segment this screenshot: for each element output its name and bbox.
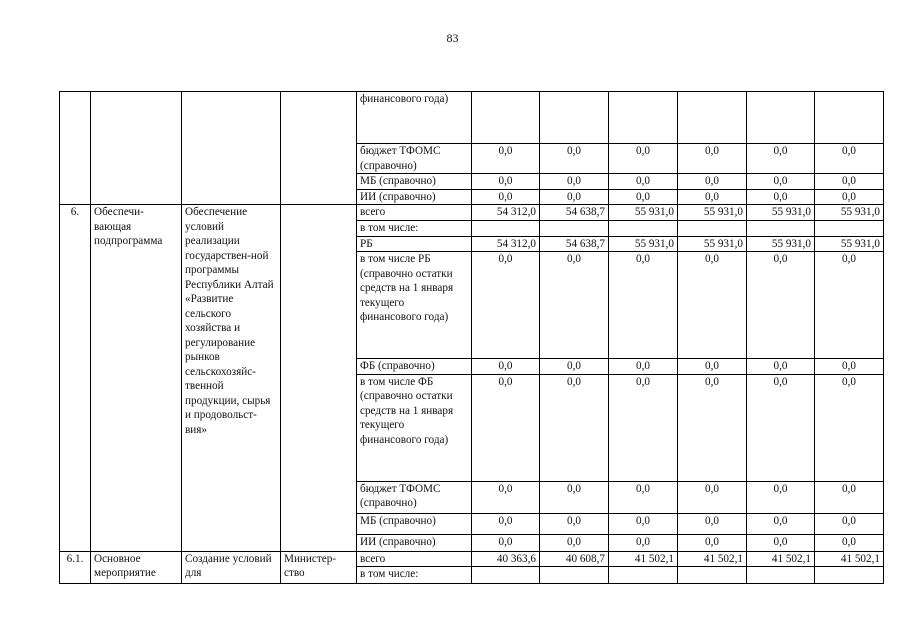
executor-cell: Министер-ство — [281, 551, 357, 584]
value-cell: 40 363,6 — [472, 551, 540, 567]
value-cell: 0,0 — [747, 359, 815, 375]
value-cell: 0,0 — [678, 252, 747, 359]
value-cell: 0,0 — [540, 534, 609, 551]
value-cell — [678, 92, 747, 144]
table-body — [60, 92, 884, 584]
value-cell: 55 931,0 — [747, 236, 815, 252]
source-cell: в том числе РБ (справочно остатки средств на 1 января текущего финансового года) — [357, 252, 472, 359]
value-cell: 0,0 — [472, 252, 540, 359]
value-cell: 0,0 — [540, 359, 609, 375]
value-cell: 0,0 — [472, 144, 540, 174]
source-cell: РБ — [357, 236, 472, 252]
source-cell: МБ (справочно) — [357, 174, 472, 190]
value-cell — [609, 567, 678, 584]
value-cell: 0,0 — [747, 513, 815, 534]
value-cell: 0,0 — [609, 534, 678, 551]
value-cell — [540, 92, 609, 144]
value-cell: 0,0 — [609, 359, 678, 375]
value-cell — [609, 221, 678, 237]
value-cell: 0,0 — [540, 174, 609, 190]
source-cell: всего — [357, 551, 472, 567]
source-cell: бюджет ТФОМС (справочно) — [357, 481, 472, 513]
value-cell: 0,0 — [540, 144, 609, 174]
value-cell: 0,0 — [678, 189, 747, 205]
value-cell: 0,0 — [815, 534, 884, 551]
value-cell: 0,0 — [678, 513, 747, 534]
value-cell — [472, 567, 540, 584]
value-cell: 0,0 — [815, 359, 884, 375]
value-cell: 0,0 — [678, 374, 747, 481]
value-cell: 55 931,0 — [815, 205, 884, 221]
value-cell: 0,0 — [472, 359, 540, 375]
source-cell: бюджет ТФОМС (справочно) — [357, 144, 472, 174]
value-cell: 0,0 — [540, 374, 609, 481]
value-cell — [472, 221, 540, 237]
value-cell: 0,0 — [747, 252, 815, 359]
value-cell: 0,0 — [815, 513, 884, 534]
value-cell: 0,0 — [747, 144, 815, 174]
value-cell — [609, 92, 678, 144]
executor-cell — [281, 205, 357, 552]
value-cell: 0,0 — [747, 174, 815, 190]
value-cell — [747, 92, 815, 144]
value-cell — [540, 567, 609, 584]
value-cell: 0,0 — [747, 374, 815, 481]
value-cell — [678, 221, 747, 237]
value-cell: 0,0 — [815, 189, 884, 205]
value-cell: 0,0 — [609, 481, 678, 513]
value-cell: 0,0 — [609, 144, 678, 174]
value-cell: 0,0 — [678, 174, 747, 190]
value-cell: 0,0 — [472, 374, 540, 481]
value-cell: 41 502,1 — [815, 551, 884, 567]
value-cell: 0,0 — [609, 189, 678, 205]
value-cell: 55 931,0 — [609, 236, 678, 252]
value-cell: 0,0 — [815, 374, 884, 481]
value-cell: 54 312,0 — [472, 236, 540, 252]
source-cell: ФБ (справочно) — [357, 359, 472, 375]
value-cell: 54 638,7 — [540, 236, 609, 252]
value-cell — [815, 92, 884, 144]
value-cell: 0,0 — [747, 481, 815, 513]
value-cell: 0,0 — [540, 481, 609, 513]
value-cell: 55 931,0 — [747, 205, 815, 221]
source-cell: ИИ (справочно) — [357, 534, 472, 551]
table-row — [60, 205, 884, 221]
value-cell: 55 931,0 — [678, 205, 747, 221]
value-cell — [815, 221, 884, 237]
value-cell — [815, 567, 884, 584]
value-cell — [678, 567, 747, 584]
value-cell: 0,0 — [815, 174, 884, 190]
table-row — [60, 551, 884, 567]
value-cell — [747, 567, 815, 584]
source-cell: в том числе ФБ (справочно остатки средств на 1 января текущего финансового года) — [357, 374, 472, 481]
source-cell: МБ (справочно) — [357, 513, 472, 534]
value-cell: 0,0 — [540, 189, 609, 205]
value-cell: 0,0 — [472, 481, 540, 513]
section-number: 6.1. — [60, 551, 91, 584]
value-cell — [747, 221, 815, 237]
source-cell: ИИ (справочно) — [357, 189, 472, 205]
status-cell: Обеспечи-вающая подпрограмма — [91, 205, 182, 552]
value-cell: 0,0 — [678, 359, 747, 375]
value-cell: 0,0 — [678, 144, 747, 174]
value-cell — [472, 92, 540, 144]
page-number: 83 — [446, 31, 459, 45]
value-cell: 0,0 — [609, 513, 678, 534]
budget-table — [59, 91, 884, 584]
value-cell: 0,0 — [678, 534, 747, 551]
name-cell — [182, 92, 281, 205]
status-cell — [91, 92, 182, 205]
value-cell: 55 931,0 — [678, 236, 747, 252]
value-cell: 41 502,1 — [678, 551, 747, 567]
value-cell: 0,0 — [815, 481, 884, 513]
value-cell: 0,0 — [609, 174, 678, 190]
name-cell: Создание условий для — [182, 551, 281, 584]
value-cell: 0,0 — [747, 534, 815, 551]
value-cell: 0,0 — [609, 252, 678, 359]
value-cell: 41 502,1 — [609, 551, 678, 567]
source-cell: всего — [357, 205, 472, 221]
value-cell: 55 931,0 — [815, 236, 884, 252]
name-cell: Обеспечение условий реализации государствен-ной программы Республики Алтай «Развитие сельского хозяйства и регулирование рынков сельскохозяйс-твенной продукции, сырья и продовольст-вия» — [182, 205, 281, 552]
value-cell — [540, 221, 609, 237]
section-number: 6. — [60, 205, 91, 552]
value-cell: 0,0 — [815, 144, 884, 174]
value-cell: 0,0 — [747, 189, 815, 205]
value-cell: 0,0 — [678, 481, 747, 513]
value-cell: 0,0 — [815, 252, 884, 359]
source-cell: в том числе: — [357, 567, 472, 584]
number-cell — [60, 92, 91, 205]
value-cell: 0,0 — [472, 189, 540, 205]
value-cell: 0,0 — [472, 513, 540, 534]
value-cell: 54 638,7 — [540, 205, 609, 221]
source-cell: в том числе: — [357, 221, 472, 237]
value-cell: 0,0 — [472, 534, 540, 551]
value-cell: 41 502,1 — [747, 551, 815, 567]
value-cell: 0,0 — [540, 513, 609, 534]
value-cell: 54 312,0 — [472, 205, 540, 221]
source-cell: финансового года) — [357, 92, 472, 144]
value-cell: 55 931,0 — [609, 205, 678, 221]
executor-cell — [281, 92, 357, 205]
value-cell: 0,0 — [540, 252, 609, 359]
value-cell: 40 608,7 — [540, 551, 609, 567]
value-cell: 0,0 — [472, 174, 540, 190]
status-cell: Основное мероприятие — [91, 551, 182, 584]
table-row — [60, 92, 884, 144]
value-cell: 0,0 — [609, 374, 678, 481]
